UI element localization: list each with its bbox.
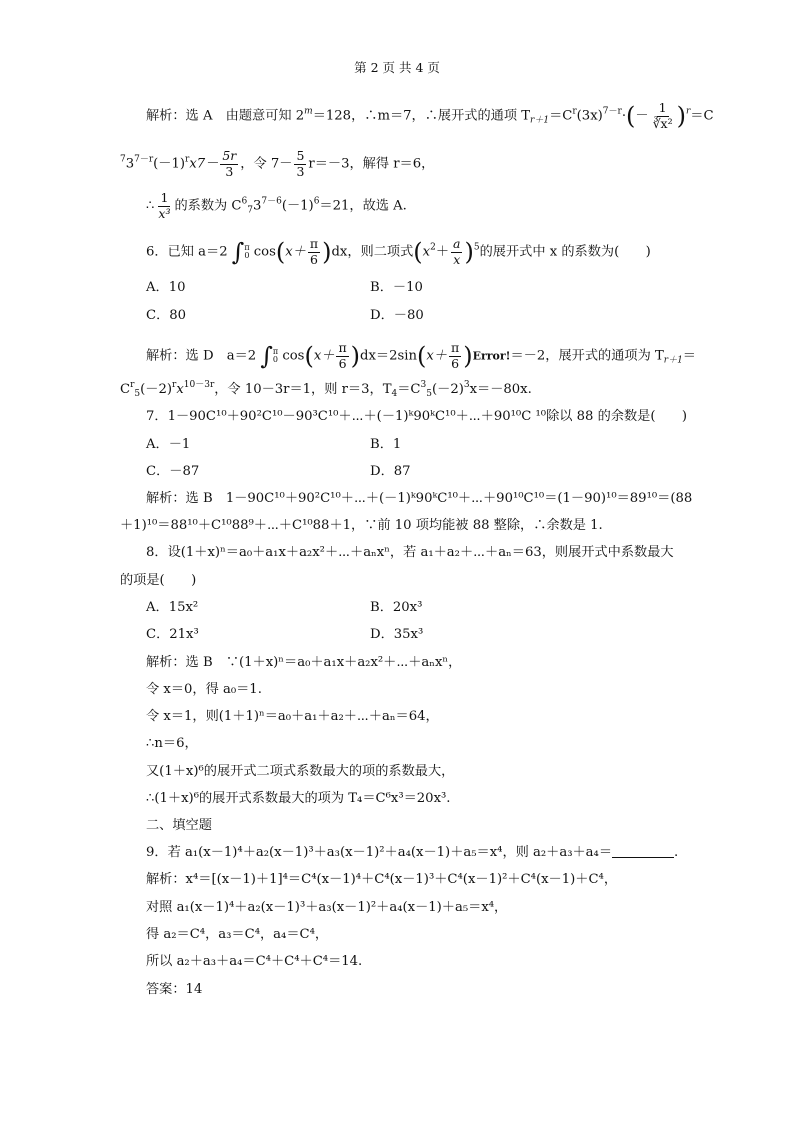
fraction: $\frac{a}{x}$ <box>453 236 461 267</box>
question8-stem-line1: 8．设(1＋x)ⁿ＝a₀＋a₁x＋a₂x²＋⋯＋aₙxⁿ，若 a₁＋a₂＋⋯＋aₙ＝63，则展开式中系数最大 <box>146 545 674 560</box>
q7-option-b: B．1 <box>370 437 402 452</box>
solution5-line1: 解析：选 A 由题意可知 $2^m=128$，∴m＝7，∴展开式的通项 $T_{r+1}=C^r(3x)^{7-r}\cdot(-$ $\frac{1}{\text{∛x²}}$ )$^r$＝C <box>146 100 714 131</box>
solution8-line6: ∴(1＋x)⁶的展开式系数最大的项为 T₄＝C⁶x³＝20x³. <box>146 791 451 806</box>
q7-option-a: A．－1 <box>146 437 191 452</box>
q6-option-a: A．10 <box>146 280 186 295</box>
fraction: $\frac{\pi}{6}$ <box>450 340 460 371</box>
solution8-line2: 令 x＝0，得 a₀＝1. <box>146 682 262 697</box>
question6-stem: 6．已知 a＝2 ∫ π 0 cos(x＋ $\frac{\pi}{6}$ )dx，则二项式($x^2+$ $\frac{a}{x}$ )$^5$的展开式中 x 的系数为( ) <box>146 236 651 267</box>
question7-stem: 7．1－90C¹⁰＋90²C¹⁰－90³C¹⁰＋⋯＋(－1)ᵏ90ᵏC¹⁰＋⋯＋90¹⁰C ¹⁰除以 88 的余数是( ) <box>146 409 688 424</box>
q6-option-d: D．－80 <box>370 308 424 323</box>
solution9-line1: 解析：x⁴＝[(x－1)＋1]⁴＝C⁴(x－1)⁴＋C⁴(x－1)³＋C⁴(x－1)²＋C⁴(x－1)＋C⁴， <box>146 872 618 887</box>
question9-stem: 9．若 a₁(x－1)⁴＋a₂(x－1)³＋a₃(x－1)²＋a₄(x－1)＋a₅＝x⁴，则 a₂＋a₃＋a₄＝ . <box>146 845 679 860</box>
q6-option-c: C．80 <box>146 308 187 323</box>
solution9-line2: 对照 a₁(x－1)⁴＋a₂(x－1)³＋a₃(x－1)²＋a₄(x－1)＋a₅＝x⁴， <box>146 900 508 915</box>
q8-option-b: B．20x³ <box>370 600 423 615</box>
q8-option-a: A．15x² <box>146 600 199 615</box>
q8-option-c: C．21x³ <box>146 627 199 642</box>
solution7-line2: ＋1)¹⁰＝88¹⁰＋C¹⁰88⁹＋⋯＋C¹⁰88＋1，∵前 10 项均能被 88 整除，∴余数是 1. <box>120 518 603 533</box>
q6-option-b: B．－10 <box>370 280 423 295</box>
question8-stem-line2: 的项是( ) <box>120 573 197 588</box>
q7-option-d: D．87 <box>370 464 411 479</box>
integral-sign: ∫ <box>260 342 273 370</box>
solution9-line4: 所以 a₂＋a₃＋a₄＝C⁴＋C⁴＋C⁴＝14. <box>146 954 363 969</box>
fraction: $\frac{1}{\text{x³}}$ <box>158 190 171 221</box>
answer: 答案：14 <box>146 982 203 997</box>
fraction: $\frac{\pi}{6}$ <box>309 236 319 267</box>
section-heading: 二、填空题 <box>146 818 212 833</box>
solution6-line2: $C^r_5(-2)^rx^{10-3r}$，令 10－3r＝1，则 r＝3，$T_4=C^3_5(-2)^3x=-80x$. <box>120 380 532 399</box>
fraction: $\frac{5}{3}$ <box>296 148 305 179</box>
solution5-line2: $^73^{7-r}(-1)^rx7-$ $\frac{5r}{3}$ ，令 7－ $\frac{5}{3}$ r＝－3，解得 r＝6， <box>120 148 435 179</box>
page-header: 第 2 页 共 4 页 <box>354 60 440 75</box>
fraction: $\frac{\pi}{6}$ <box>338 340 347 371</box>
solution8-line4: ∴n＝6， <box>146 736 198 751</box>
solution7-line1: 解析：选 B 1－90C¹⁰＋90²C¹⁰＋⋯＋(－1)ᵏ90ᵏC¹⁰＋⋯＋90¹⁰C¹⁰＝(1－90)¹⁰＝89¹⁰＝(88 <box>146 491 693 506</box>
integral-sign: ∫ <box>231 238 245 266</box>
solution9-line3: 得 a₂＝C⁴，a₃＝C⁴，a₄＝C⁴， <box>146 927 329 942</box>
solution6-line1: 解析：选 D a＝2 ∫ π 0 cos(x＋ $\frac{\pi}{6}$ )dx＝2sin(x＋ $\frac{\pi}{6}$ )Error!＝－2，展开式的通项为 $T_{r+1}=$ <box>146 340 696 371</box>
fraction: $\frac{1}{\text{∛x²}}$ <box>652 100 673 131</box>
q7-option-c: C．－87 <box>146 464 200 479</box>
solution5-line3: ∴ $\frac{1}{\text{x³}}$ 的系数为 $C^6_73^{7-6}(-1)^6=21$，故选 A. <box>146 190 407 221</box>
fraction: $\frac{5r}{3}$ <box>222 148 237 179</box>
solution8-line5: 又(1＋x)⁶的展开式二项式系数最大的项的系数最大， <box>146 764 455 779</box>
answer-blank <box>612 845 674 858</box>
solution8-line3: 令 x＝1，则(1＋1)ⁿ＝a₀＋a₁＋a₂＋⋯＋aₙ＝64， <box>146 709 439 724</box>
solution8-line1: 解析：选 B ∵(1＋x)ⁿ＝a₀＋a₁x＋a₂x²＋⋯＋aₙxⁿ， <box>146 655 462 670</box>
q8-option-d: D．35x³ <box>370 627 424 642</box>
